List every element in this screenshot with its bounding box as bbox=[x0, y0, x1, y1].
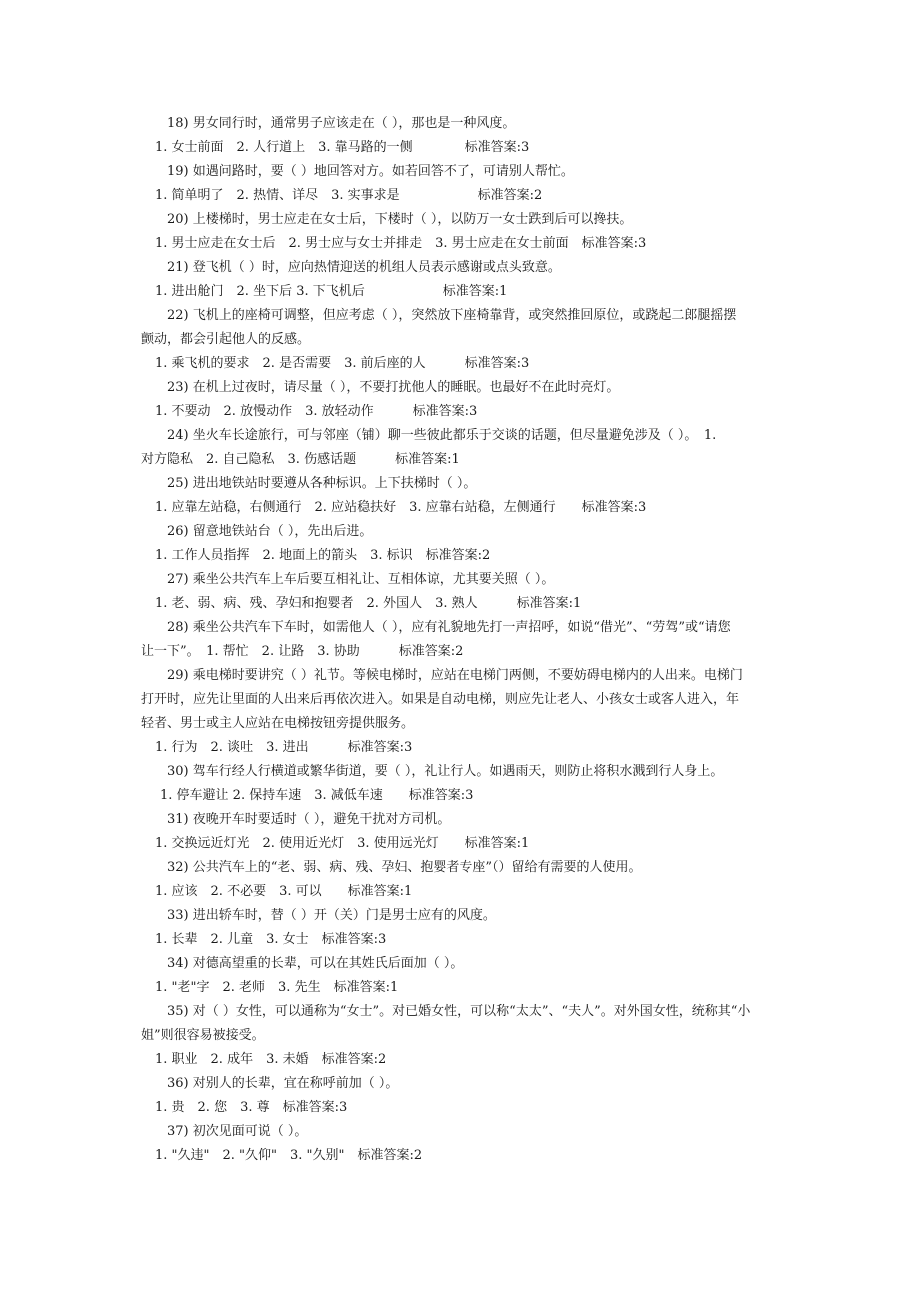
options-21: 1. 进出舱门 2. 坐下后 3. 下飞机后 标准答案:1 bbox=[155, 284, 508, 299]
question-34: 34) 对德高望重的长辈，可以在其姓氏后面加（ ）。 bbox=[167, 956, 464, 971]
options-36: 1. 贵 2. 您 3. 尊 标准答案:3 bbox=[155, 1100, 348, 1115]
options-34: 1. "老"字 2. 老师 3. 先生 标准答案:1 bbox=[155, 980, 399, 995]
question-20: 20) 上楼梯时，男士应走在女士后，下楼时（ ），以防万一女士跌到后可以搀扶。 bbox=[167, 212, 633, 227]
question-24: 24) 坐火车长途旅行，可与邻座（铺）聊一些彼此都乐于交谈的话题，但尽量避免涉及（ ）。 1. bbox=[167, 428, 717, 443]
question-35-cont: 姐”则很容易被接受。 bbox=[141, 1028, 265, 1043]
options-33: 1. 长辈 2. 儿童 3. 女士 标准答案:3 bbox=[155, 932, 387, 947]
options-22: 1. 乘飞机的要求 2. 是否需要 3. 前后座的人 标准答案:3 bbox=[155, 356, 530, 371]
options-25: 1. 应靠左站稳，右侧通行 2. 应站稳扶好 3. 应靠右站稳，左侧通行 标准答案:3 bbox=[155, 500, 647, 515]
question-28-cont: 让一下”。 1. 帮忙 2. 让路 3. 协助 标准答案:2 bbox=[141, 644, 464, 659]
question-27: 27) 乘坐公共汽车上车后要互相礼让、互相体谅，尤其要关照（ ）。 bbox=[167, 572, 555, 587]
options-30: 1. 停车避让 2. 保持车速 3. 减低车速 标准答案:3 bbox=[160, 788, 474, 803]
options-20: 1. 男士应走在女士后 2. 男士应与女士并排走 3. 男士应走在女士前面 标准答案:3 bbox=[155, 236, 647, 251]
question-23: 23) 在机上过夜时，请尽量（ ），不要打扰他人的睡眠。也最好不在此时亮灯。 bbox=[167, 380, 620, 395]
options-32: 1. 应该 2. 不必要 3. 可以 标准答案:1 bbox=[155, 884, 413, 899]
question-22: 22) 飞机上的座椅可调整，但应考虑（ ），突然放下座椅靠背，或突然推回原位，或跷起二郎腿摇摆 bbox=[167, 308, 737, 323]
question-18: 18) 男女同行时，通常男子应该走在（ ），那也是一种风度。 bbox=[167, 116, 516, 131]
question-19: 19) 如遇问路时，要（ ）地回答对方。如若回答不了，可请别人帮忙。 bbox=[167, 164, 574, 179]
options-35: 1. 职业 2. 成年 3. 未婚 标准答案:2 bbox=[155, 1052, 387, 1067]
question-28: 28) 乘坐公共汽车下车时，如需他人（ ），应有礼貌地先打一声招呼，如说“借光”、“劳驾”或“请您 bbox=[167, 620, 731, 635]
question-29: 29) 乘电梯时要讲究（ ）礼节。等候电梯时，应站在电梯门两侧，不要妨碍电梯内的人出来。电梯门 bbox=[167, 668, 743, 683]
options-19: 1. 简单明了 2. 热情、详尽 3. 实事求是 标准答案:2 bbox=[155, 188, 543, 203]
question-35: 35) 对（ ）女性，可以通称为“女士”。对已婚女性，可以称“太太”、“夫人”。对外国女性，统称其“小 bbox=[167, 1004, 751, 1019]
options-31: 1. 交换远近灯光 2. 使用近光灯 3. 使用远光灯 标准答案:1 bbox=[155, 836, 530, 851]
question-29-cont-2: 轻者、男士或主人应站在电梯按钮旁提供服务。 bbox=[141, 716, 415, 731]
options-27: 1. 老、弱、病、残、孕妇和抱婴者 2. 外国人 3. 熟人 标准答案:1 bbox=[155, 596, 582, 611]
question-21: 21) 登飞机（ ）时，应向热情迎送的机组人员表示感谢或点头致意。 bbox=[167, 260, 561, 275]
question-33: 33) 进出轿车时，替（ ）开（关）门是男士应有的风度。 bbox=[167, 908, 496, 923]
question-37: 37) 初次见面可说（ ）。 bbox=[167, 1124, 308, 1139]
options-29: 1. 行为 2. 谈吐 3. 进出 标准答案:3 bbox=[155, 740, 413, 755]
options-37: 1. "久违" 2. "久仰" 3. "久别" 标准答案:2 bbox=[155, 1148, 423, 1163]
options-18: 1. 女士前面 2. 人行道上 3. 靠马路的一侧 标准答案:3 bbox=[155, 140, 530, 155]
question-31: 31) 夜晚开车时要适时（ ），避免干扰对方司机。 bbox=[167, 812, 451, 827]
question-30: 30) 驾车行经人行横道或繁华街道，要（ ），礼让行人。如遇雨天，则防止将积水溅到行人身上。 bbox=[167, 764, 724, 779]
question-29-cont: 打开时，应先让里面的人出来后再依次进入。如果是自动电梯，则应先让老人、小孩女士或客人进入，年 bbox=[141, 692, 740, 707]
question-26: 26) 留意地铁站台（ ），先出后进。 bbox=[167, 524, 373, 539]
question-24-cont: 对方隐私 2. 自己隐私 3. 伤感话题 标准答案:1 bbox=[141, 452, 460, 467]
question-25: 25) 进出地铁站时要遵从各种标识。上下扶梯时（ ）。 bbox=[167, 476, 477, 491]
options-26: 1. 工作人员指挥 2. 地面上的箭头 3. 标识 标准答案:2 bbox=[155, 548, 491, 563]
options-23: 1. 不要动 2. 放慢动作 3. 放轻动作 标准答案:3 bbox=[155, 404, 478, 419]
question-22-cont: 颤动，都会引起他人的反感。 bbox=[141, 332, 311, 347]
question-36: 36) 对别人的长辈，宜在称呼前加（ ）。 bbox=[167, 1076, 399, 1091]
question-32: 32) 公共汽车上的“老、弱、病、残、孕妇、抱婴者专座”（）留给有需要的人使用。 bbox=[167, 860, 642, 875]
